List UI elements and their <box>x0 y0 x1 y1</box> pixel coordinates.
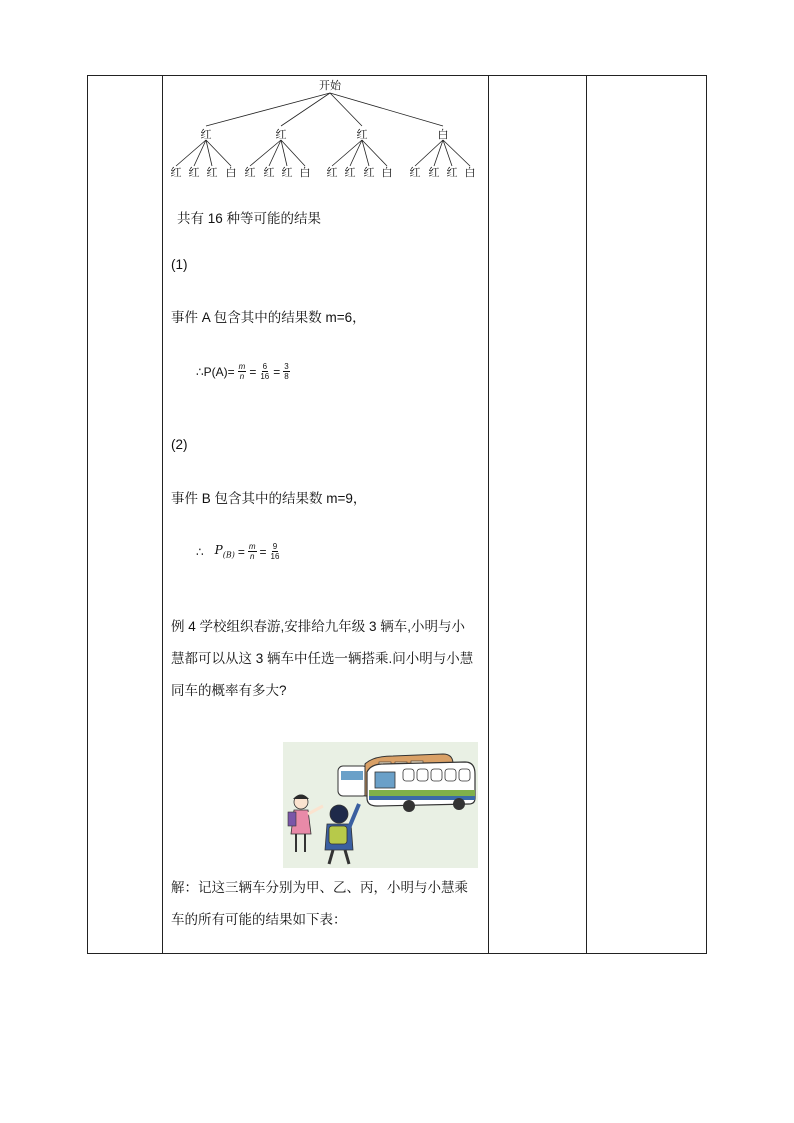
part1-prefix: ∴P(A)= <box>196 364 235 379</box>
solution-line: 解：记这三辆车分别为甲、乙、丙，小明与小慧乘 <box>171 880 468 895</box>
tree-leaf: 红 <box>409 166 421 179</box>
table-right-border <box>706 75 707 954</box>
tree-leaf: 红 <box>446 166 458 179</box>
example4-line: 同车的概率有多大? <box>171 683 287 698</box>
part2-event-line: 事件 B 包含其中的结果数 m=9， <box>171 491 367 506</box>
tree-leaf: 红 <box>244 166 256 179</box>
tree-leaf: 红 <box>428 166 440 179</box>
tree-leaf: 红 <box>344 166 356 179</box>
tree-leaf: 红 <box>206 166 218 179</box>
column-divider-2 <box>488 75 489 954</box>
example4-paragraph <box>171 611 483 707</box>
tree-node-l1: 白 <box>437 128 449 141</box>
column-divider-3 <box>586 75 587 954</box>
tree-node-l1: 红 <box>356 128 368 141</box>
fraction-m-over-n: $\frac{m}{n}$ <box>248 542 256 561</box>
tree-leaf: 红 <box>188 166 200 179</box>
example4-line: 例 4 学校组织春游,安排给九年级 3 辆车,小明与小 <box>171 619 466 634</box>
part2-label: (2) <box>171 437 188 452</box>
tree-node-l1: 红 <box>275 128 287 141</box>
tree-leaf: 红 <box>170 166 182 179</box>
tree-leaf: 白 <box>381 166 393 179</box>
fraction-9-over-16: $\frac{9}{16}$ <box>270 542 280 561</box>
tree-diagram <box>164 76 486 182</box>
bus-back <box>338 766 368 796</box>
fraction-m-over-n: $\frac{m}{n}$ <box>238 362 246 381</box>
total-outcomes-line: 共有 16 种等可能的结果 <box>177 211 322 226</box>
tree-leaf: 红 <box>281 166 293 179</box>
solution-line: 车的所有可能的结果如下表： <box>171 912 347 927</box>
part2-formula: ∴ $P_{(B)}$ = $\frac{m}{n}$ = $\frac{9}{16}$ <box>196 542 280 561</box>
tree-leaf: 白 <box>299 166 311 179</box>
fraction-3-over-8: $\frac{3}{8}$ <box>284 362 289 381</box>
part1-event-line: 事件 A 包含其中的结果数 m=6， <box>171 310 366 325</box>
bus-front <box>367 762 475 812</box>
table-left-border <box>87 75 88 954</box>
tree-leaf: 红 <box>363 166 375 179</box>
table-bottom-border <box>87 953 707 954</box>
example4-line: 慧都可以从这 3 辆车中任选一辆搭乘.问小明与小慧 <box>171 651 474 666</box>
part1-formula: ∴P(A)= $\frac{m}{n}$ = $\frac{6}{16}$ = $\frac{3}{8}$ <box>196 362 289 381</box>
fraction-6-over-16: $\frac{6}{16}$ <box>260 362 270 381</box>
tree-leaf: 白 <box>225 166 237 179</box>
column-divider-1 <box>162 75 163 954</box>
tree-root: 开始 <box>319 79 341 92</box>
bus-illustration <box>283 742 478 868</box>
tree-leaf: 红 <box>326 166 338 179</box>
tree-leaf: 白 <box>464 166 476 179</box>
therefore-symbol: ∴ <box>196 544 204 559</box>
part1-label: (1) <box>171 257 188 272</box>
solution-paragraph <box>171 872 483 936</box>
tree-node-l1: 红 <box>200 128 212 141</box>
tree-leaf: 红 <box>263 166 275 179</box>
